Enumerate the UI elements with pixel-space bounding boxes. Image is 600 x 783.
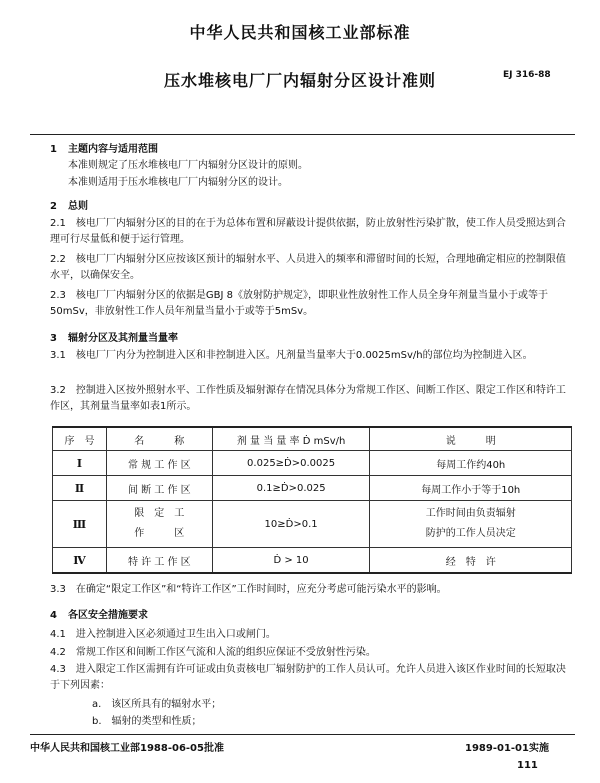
clause-4-2: 4.2 常规工作区和间断工作区气流和人流的组织应保证不受放射性污染。 <box>50 647 376 658</box>
zone-name: 间 断 工 作 区 <box>106 476 212 501</box>
section-4-heading <box>50 606 148 621</box>
effective-date: 1989-01-01实施 <box>465 743 549 754</box>
table-row <box>53 548 572 574</box>
table-header-row <box>53 427 572 451</box>
page-number: 111 <box>517 760 538 771</box>
clause-3-2: 3.2 控制进入区按外照射水平、工作性质及辐射源存在情况具体分为常规工作区、间断工作区、限定工作区和特许工作区，其剂量当量率如表1所示。 <box>50 385 566 412</box>
zone-note <box>370 501 572 548</box>
clause-3-1: 3.1 核电厂厂内分为控制进入区和非控制进入区。凡剂量当量率大于0.0025mSv/h的部位均为控制进入区。 <box>50 350 533 361</box>
zone-name: 常 规 工 作 区 <box>106 451 212 476</box>
column-header-rate: 剂 量 当 量 率 Ḋ mSv/h <box>212 427 370 451</box>
zone-name <box>106 501 212 548</box>
zone-note: 每周工作约40h <box>370 451 572 476</box>
dose-rate: Ḋ > 10 <box>212 548 370 574</box>
approval-date: 中华人民共和国核工业部1988-06-05批准 <box>30 743 224 754</box>
dose-rate: 0.025≥Ḋ>0.0025 <box>212 451 370 476</box>
dose-rate: 0.1≥Ḋ>0.025 <box>212 476 370 501</box>
row-number: Ⅱ <box>53 476 107 501</box>
column-header-note: 说 明 <box>370 427 572 451</box>
zone-name: 特 许 工 作 区 <box>106 548 212 574</box>
list-item: a. 该区所具有的辐射水平； <box>92 699 222 710</box>
row-number: Ⅳ <box>53 548 107 574</box>
zone-note: 经 特 许 <box>370 548 572 574</box>
standard-number: EJ 316-88 <box>503 70 551 80</box>
ministry-header: 中华人民共和国核工业部标准 <box>189 23 411 42</box>
row-number: Ⅰ <box>53 451 107 476</box>
section-title: 总则 <box>68 201 88 212</box>
clause-2-3: 2.3 核电厂厂内辐射分区的依据是GBJ 8《放射防护规定》，即职业性放射性工作人员全身年剂量当量小于或等于50mSv，非放射性工作人员年剂量当量小于或等于5mSv。 <box>50 290 549 317</box>
dose-rate-table <box>52 426 572 574</box>
footer-rule <box>30 734 575 735</box>
section-number: 4 <box>50 610 57 621</box>
section-number: 2 <box>50 201 57 212</box>
document-title: 压水堆核电厂厂内辐射分区设计准则 <box>163 71 436 90</box>
table-row <box>53 501 572 548</box>
clause-2-1: 2.1 核电厂厂内辐射分区的目的在于为总体布置和屏蔽设计提供依据，防止放射性污染扩散，使工作人员受照达到合理可行尽量低和便于运行管理。 <box>50 218 566 245</box>
dose-rate: 10≥Ḋ>0.1 <box>212 501 370 548</box>
row-number: Ⅲ <box>53 501 107 548</box>
paragraph: 本准则规定了压水堆核电厂厂内辐射分区设计的原则。 <box>68 160 308 171</box>
zone-note-line: 工作时间由负责辐射 <box>425 508 516 519</box>
zone-name-line: 作 区 <box>134 528 185 539</box>
clause-4-3: 4.3 进入限定工作区需拥有许可证或由负责核电厂辐射防护的工作人员认可。允许人员进入该区作业时间的长短取决于下列因素： <box>50 664 566 691</box>
section-title: 各区安全措施要求 <box>68 610 148 621</box>
section-number: 3 <box>50 333 57 344</box>
paragraph: 本准则适用于压水堆核电厂厂内辐射分区的设计。 <box>68 177 288 188</box>
clause-3-3: 3.3 在确定“限定工作区”和“特许工作区”工作时间时，应充分考虑可能污染水平的影响。 <box>50 584 447 595</box>
zone-name-line: 限 定 工 <box>134 508 185 519</box>
header-rule <box>30 134 575 135</box>
clause-2-2: 2.2 核电厂厂内辐射分区应按该区预计的辐射水平、人员进入的频率和滞留时间的长短，合理地确定相应的控制限值水平，以确保安全。 <box>50 254 566 281</box>
zone-note-line: 防护的工作人员决定 <box>425 528 516 539</box>
section-2-heading <box>50 197 88 212</box>
clause-4-1: 4.1 进入控制进入区必须通过卫生出入口或闸门。 <box>50 629 276 640</box>
section-title: 主题内容与适用范围 <box>68 144 158 155</box>
section-number: 1 <box>50 144 57 155</box>
column-header-name: 名 称 <box>106 427 212 451</box>
section-1-heading <box>50 140 158 155</box>
column-header-no: 序 号 <box>53 427 107 451</box>
section-3-heading <box>50 329 178 344</box>
zone-note: 每周工作小于等于10h <box>370 476 572 501</box>
table-row <box>53 476 572 501</box>
section-title: 辐射分区及其剂量当量率 <box>68 333 178 344</box>
list-item: b. 辐射的类型和性质； <box>92 716 202 727</box>
table-row <box>53 451 572 476</box>
